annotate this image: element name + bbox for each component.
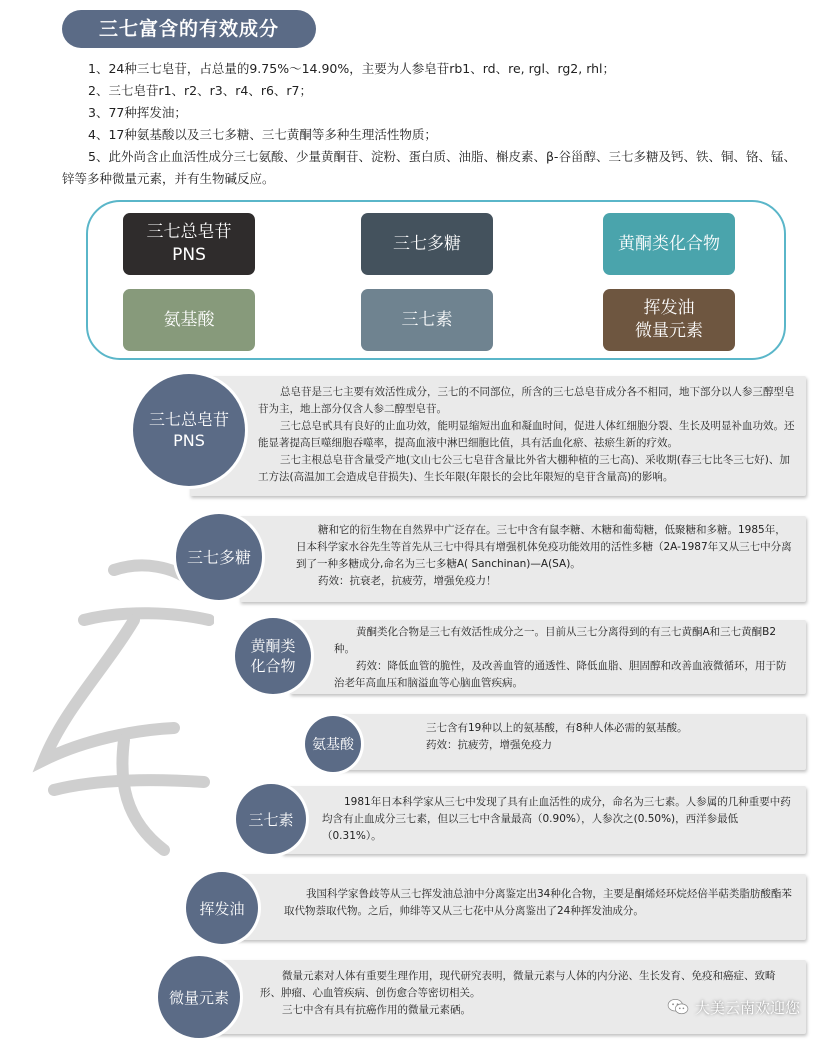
wechat-icon xyxy=(667,998,689,1016)
section-paragraph: 药效：抗疲劳，增强免疫力 xyxy=(426,739,552,751)
section-paragraph: 三七总皂甙具有良好的止血功效，能明显缩短出血和凝血时间，促进人体红细胞分裂、生长及明显补血功效。还能显著提高巨噬细胞吞噬率，提高血液中淋巴细胞比值，具有活血化瘀、祛瘀生新的疗效。 xyxy=(258,420,795,449)
section-circle-polysaccharide: 三七多糖 xyxy=(176,514,262,600)
page-title: 三七富含的有效成分 xyxy=(62,10,316,48)
section-paragraph: 药效：降低血管的脆性，及改善血管的通透性、降低血脂、胆固醇和改善血液微循环，用于防治老年高血压和脑溢血等心脑血管疾病。 xyxy=(334,660,787,689)
account-credit xyxy=(667,996,800,1018)
section-text xyxy=(258,384,798,486)
intro-item: 2、三七皂苷r1、r2、r3、r4、r6、r7； xyxy=(88,83,313,98)
section-paragraph: 三七中含有具有抗癌作用的微量元素硒。 xyxy=(282,1004,471,1016)
tile-volatile-oil-trace-elements: 挥发油 微量元素 xyxy=(603,289,735,351)
intro-item: 5、此外尚含止血活性成分三七氨酸、少量黄酮苷、淀粉、蛋白质、油脂、槲皮素、β-谷甾醇、三七多糖及钙、铁、铜、铬、锰、锌等多种微量元素，并有生物碱反应。 xyxy=(62,149,796,186)
section-text xyxy=(334,624,794,692)
tile-dencichine: 三七素 xyxy=(361,289,493,351)
section-text xyxy=(284,886,796,920)
section-text xyxy=(322,794,796,845)
section-volatile-oil xyxy=(0,872,824,944)
section-circle-volatile-oil: 挥发油 xyxy=(186,872,258,944)
tile-amino-acids: 氨基酸 xyxy=(123,289,255,351)
section-dencichine xyxy=(0,784,824,856)
section-paragraph: 糖和它的衍生物在自然界中广泛存在。三七中含有鼠李糖、木糖和葡萄糖，低聚糖和多糖。1985年，日本科学家水谷先生等首先从三七中得具有增强机体免疫功能效用的活性多糖（2A-1987年又从三七中分离到了一种多糖成分,命名为三七多糖A( Sanchinan)—A(SA)。 xyxy=(296,524,792,570)
intro-item: 1、24种三七皂苷，占总量的9.75%～14.90%，主要为人参皂苷rb1、rd、re, rgl、rg2, rhl； xyxy=(88,61,616,76)
section-circle-pns: 三七总皂苷 PNS xyxy=(133,374,245,486)
intro-item: 3、77种挥发油； xyxy=(88,105,187,120)
section-paragraph: 总皂苷是三七主要有效活性成分，三七的不同部位，所含的三七总皂苷成分各不相同，地下部分以人参三醇型皂苷为主，地上部分仅含人参二醇型皂苷。 xyxy=(258,386,795,415)
tile-pns: 三七总皂苷 PNS xyxy=(123,213,255,275)
section-polysaccharide xyxy=(0,514,824,606)
section-circle-dencichine: 三七素 xyxy=(236,784,306,854)
section-circle-amino-acids: 氨基酸 xyxy=(305,716,361,772)
section-circle-trace-elements: 微量元素 xyxy=(158,956,240,1038)
section-paragraph: 药效：抗衰老，抗疲劳，增强免疫力！ xyxy=(318,575,497,587)
section-text xyxy=(296,522,796,590)
section-flavonoids xyxy=(0,618,824,698)
components-overview-box xyxy=(86,200,786,360)
section-paragraph: 1981年日本科学家从三七中发现了具有止血活性的成分，命名为三七素。人参属的几种重要中药均含有止血成分三七素，但以三七中含量最高（0.90%），人参次之(0.50%)，西洋参最低（0.31%）。 xyxy=(322,796,791,842)
intro-list xyxy=(62,58,802,190)
section-pns xyxy=(0,374,824,498)
intro-item: 4、17种氨基酸以及三七多糖、三七黄酮等多种生理活性物质； xyxy=(88,127,437,142)
section-amino-acids xyxy=(0,712,824,772)
credit-text: 大美云南欢迎您 xyxy=(694,998,800,1017)
section-paragraph: 三七含有19种以上的氨基酸，有8种人体必需的氨基酸。 xyxy=(426,722,688,734)
section-paragraph: 我国科学家鲁歧等从三七挥发油总油中分离鉴定出34种化合物，主要是酮烯烃环烷烃倍半萜类脂肪酸酯苯取代物萘取代物。之后，帅绯等又从三七花中从分离鉴出了24种挥发油成分。 xyxy=(284,888,792,917)
section-text xyxy=(426,720,796,754)
tile-polysaccharide: 三七多糖 xyxy=(361,213,493,275)
tile-flavonoids: 黄酮类化合物 xyxy=(603,213,735,275)
section-circle-flavonoids: 黄酮类 化合物 xyxy=(235,618,311,694)
section-paragraph: 黄酮类化合物是三七有效活性成分之一。目前从三七分离得到的有三七黄酮A和三七黄酮B2种。 xyxy=(334,626,777,655)
section-paragraph: 微量元素对人体有重要生理作用，现代研究表明，微量元素与人体的内分泌、生长发育、免疫和癌症、致畸形、肿瘤、心血管疾病、创伤愈合等密切相关。 xyxy=(260,970,776,999)
section-paragraph: 三七主根总皂苷含量受产地(文山七公三七皂苷含量比外省大棚种植的三七高)、采收期(春三七比冬三七好)、加工方法(高温加工会造成皂苷损失)、生长年限(年限长的会比年限短的皂苷含量高)的影响。 xyxy=(258,454,790,483)
